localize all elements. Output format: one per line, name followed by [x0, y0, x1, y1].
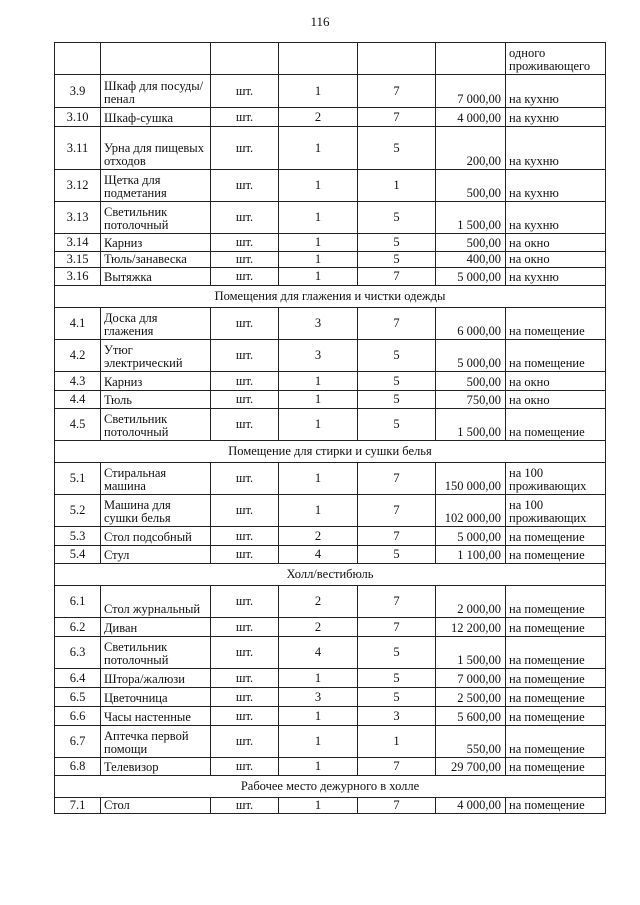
cell-unit: шт. [211, 308, 279, 340]
cell-name: Стол [101, 798, 211, 814]
cell-name: Доска для глажения [101, 308, 211, 340]
cell-name: Стул [101, 546, 211, 564]
cell-unit: шт. [211, 108, 279, 127]
cell-service-life: 7 [358, 308, 436, 340]
table-row [55, 798, 606, 814]
cell-note: одного проживающего [506, 43, 606, 75]
cell-service-life: 5 [358, 669, 436, 688]
cell-price: 29 700,00 [436, 758, 506, 776]
cell-quantity: 1 [279, 758, 358, 776]
cell-quantity: 4 [279, 546, 358, 564]
cell-unit: шт. [211, 798, 279, 814]
cell-name: Светильник потолочный [101, 637, 211, 669]
cell-price: 750,00 [436, 391, 506, 409]
cell-name: Тюль [101, 391, 211, 409]
cell-quantity: 1 [279, 798, 358, 814]
cell-name: Стол журнальный [101, 586, 211, 618]
cell-name: Светильник потолочный [101, 409, 211, 441]
cell-number: 5.3 [55, 527, 101, 546]
cell-unit: шт. [211, 268, 279, 286]
table-row [55, 463, 606, 495]
cell-note: на помещение [506, 726, 606, 758]
cell-service-life: 5 [358, 340, 436, 372]
cell-number: 4.4 [55, 391, 101, 409]
table-row [55, 391, 606, 409]
cell-service-life: 7 [358, 268, 436, 286]
table-row [55, 409, 606, 441]
cell-price: 1 100,00 [436, 546, 506, 564]
cell-price: 200,00 [436, 127, 506, 170]
cell-price: 500,00 [436, 372, 506, 391]
cell-number: 4.3 [55, 372, 101, 391]
cell-unit: шт. [211, 669, 279, 688]
cell-price: 550,00 [436, 726, 506, 758]
cell-name: Стол подсобный [101, 527, 211, 546]
cell-note: на помещение [506, 637, 606, 669]
cell-name: Штора/жалюзи [101, 669, 211, 688]
cell-empty [211, 43, 279, 75]
cell-quantity: 1 [279, 127, 358, 170]
cell-number: 3.15 [55, 252, 101, 268]
cell-price: 7 000,00 [436, 75, 506, 108]
cell-number: 3.11 [55, 127, 101, 170]
cell-quantity: 2 [279, 586, 358, 618]
table-row [55, 202, 606, 234]
cell-note: на помещение [506, 546, 606, 564]
cell-name: Щетка для подметания [101, 170, 211, 202]
cell-quantity: 1 [279, 463, 358, 495]
cell-note: на помещение [506, 340, 606, 372]
cell-service-life: 7 [358, 527, 436, 546]
cell-quantity: 1 [279, 202, 358, 234]
cell-unit: шт. [211, 586, 279, 618]
cell-quantity: 1 [279, 707, 358, 726]
cell-number: 5.4 [55, 546, 101, 564]
cell-quantity: 2 [279, 527, 358, 546]
cell-unit: шт. [211, 758, 279, 776]
cell-unit: шт. [211, 170, 279, 202]
table-row [55, 308, 606, 340]
cell-number: 6.7 [55, 726, 101, 758]
section-title: Холл/вестибюль [55, 564, 606, 586]
section-title: Помещение для стирки и сушки белья [55, 441, 606, 463]
equipment-table [54, 42, 606, 814]
cell-unit: шт. [211, 546, 279, 564]
cell-number: 4.1 [55, 308, 101, 340]
cell-note: на окно [506, 252, 606, 268]
cell-name: Карниз [101, 234, 211, 252]
cell-quantity: 2 [279, 108, 358, 127]
table-row [55, 127, 606, 170]
cell-unit: шт. [211, 726, 279, 758]
cell-name: Шкаф-сушка [101, 108, 211, 127]
cell-number: 7.1 [55, 798, 101, 814]
cell-service-life: 7 [358, 798, 436, 814]
cell-price: 102 000,00 [436, 495, 506, 527]
cell-quantity: 3 [279, 688, 358, 707]
table-row [55, 340, 606, 372]
cell-number: 3.12 [55, 170, 101, 202]
cell-unit: шт. [211, 527, 279, 546]
cell-note: на кухню [506, 127, 606, 170]
cell-quantity: 1 [279, 495, 358, 527]
cell-unit: шт. [211, 688, 279, 707]
cell-unit: шт. [211, 202, 279, 234]
cell-unit: шт. [211, 75, 279, 108]
cell-name: Вытяжка [101, 268, 211, 286]
cell-unit: шт. [211, 637, 279, 669]
cell-number: 3.13 [55, 202, 101, 234]
cell-price: 1 500,00 [436, 202, 506, 234]
cell-quantity: 1 [279, 252, 358, 268]
cell-empty [279, 43, 358, 75]
table-row [55, 758, 606, 776]
cell-price: 150 000,00 [436, 463, 506, 495]
cell-number: 4.2 [55, 340, 101, 372]
cell-note: на помещение [506, 758, 606, 776]
cell-name: Шкаф для посуды/пенал [101, 75, 211, 108]
table-row [55, 252, 606, 268]
cell-service-life: 7 [358, 463, 436, 495]
cell-empty [55, 43, 101, 75]
cell-price: 4 000,00 [436, 798, 506, 814]
cell-price: 1 500,00 [436, 409, 506, 441]
cell-unit: шт. [211, 340, 279, 372]
cell-service-life: 7 [358, 618, 436, 637]
cell-note: на окно [506, 372, 606, 391]
cell-number: 3.10 [55, 108, 101, 127]
cell-service-life: 5 [358, 637, 436, 669]
cell-price: 400,00 [436, 252, 506, 268]
cell-quantity: 1 [279, 234, 358, 252]
table-row [55, 669, 606, 688]
cell-service-life: 7 [358, 586, 436, 618]
cell-name: Тюль/занавеска [101, 252, 211, 268]
table-row [55, 268, 606, 286]
cell-number: 6.8 [55, 758, 101, 776]
cell-service-life: 5 [358, 202, 436, 234]
cell-note: на помещение [506, 409, 606, 441]
cell-unit: шт. [211, 127, 279, 170]
cell-number: 6.2 [55, 618, 101, 637]
table-row [55, 170, 606, 202]
cell-name: Светильник потолочный [101, 202, 211, 234]
cell-note: на помещение [506, 669, 606, 688]
cell-number: 3.9 [55, 75, 101, 108]
cell-service-life: 5 [358, 546, 436, 564]
table-row [55, 707, 606, 726]
cell-note: на помещение [506, 308, 606, 340]
cell-quantity: 1 [279, 268, 358, 286]
cell-unit: шт. [211, 618, 279, 637]
section-header-row [55, 441, 606, 463]
cell-service-life: 5 [358, 391, 436, 409]
cell-price: 12 200,00 [436, 618, 506, 637]
cell-unit: шт. [211, 409, 279, 441]
cell-number: 5.1 [55, 463, 101, 495]
cell-note: на окно [506, 234, 606, 252]
cell-name: Аптечка первой помощи [101, 726, 211, 758]
cell-name: Утюг электрический [101, 340, 211, 372]
cell-price: 5 000,00 [436, 527, 506, 546]
cell-note: на помещение [506, 586, 606, 618]
cell-number: 6.4 [55, 669, 101, 688]
section-header-row [55, 776, 606, 798]
cell-empty [101, 43, 211, 75]
cell-service-life: 5 [358, 234, 436, 252]
cell-note: на помещение [506, 688, 606, 707]
cell-name: Часы настенные [101, 707, 211, 726]
cell-price: 6 000,00 [436, 308, 506, 340]
table-row [55, 618, 606, 637]
cell-service-life: 1 [358, 726, 436, 758]
cell-quantity: 2 [279, 618, 358, 637]
cell-quantity: 3 [279, 340, 358, 372]
table-row [55, 527, 606, 546]
page-number: 116 [310, 14, 330, 29]
cell-price: 500,00 [436, 170, 506, 202]
cell-service-life: 7 [358, 75, 436, 108]
cell-unit: шт. [211, 391, 279, 409]
cell-number: 6.5 [55, 688, 101, 707]
table-row [55, 726, 606, 758]
cell-unit: шт. [211, 495, 279, 527]
cell-service-life: 3 [358, 707, 436, 726]
cell-unit: шт. [211, 463, 279, 495]
cell-price: 2 500,00 [436, 688, 506, 707]
cell-quantity: 1 [279, 669, 358, 688]
table-row [55, 75, 606, 108]
cell-empty [436, 43, 506, 75]
cell-name: Цветочница [101, 688, 211, 707]
table-row [55, 546, 606, 564]
cell-number: 6.3 [55, 637, 101, 669]
cell-quantity: 1 [279, 170, 358, 202]
cell-name: Диван [101, 618, 211, 637]
section-header-row [55, 286, 606, 308]
cell-note: на помещение [506, 798, 606, 814]
cell-service-life: 5 [358, 688, 436, 707]
cell-price: 5 000,00 [436, 340, 506, 372]
cell-note: на помещение [506, 707, 606, 726]
cell-quantity: 1 [279, 75, 358, 108]
cell-number: 4.5 [55, 409, 101, 441]
cell-note: на кухню [506, 268, 606, 286]
cell-unit: шт. [211, 234, 279, 252]
cell-service-life: 5 [358, 252, 436, 268]
cell-service-life: 5 [358, 127, 436, 170]
cell-number: 6.1 [55, 586, 101, 618]
cell-quantity: 3 [279, 308, 358, 340]
cell-note: на помещение [506, 618, 606, 637]
section-header-row [55, 564, 606, 586]
cell-price: 4 000,00 [436, 108, 506, 127]
cell-service-life: 7 [358, 108, 436, 127]
cell-name: Машина для сушки белья [101, 495, 211, 527]
cell-empty [358, 43, 436, 75]
section-title: Рабочее место дежурного в холле [55, 776, 606, 798]
cell-note: на окно [506, 391, 606, 409]
cell-quantity: 1 [279, 409, 358, 441]
table-row [55, 234, 606, 252]
cell-note: на 100 проживающих [506, 463, 606, 495]
table-row [55, 108, 606, 127]
cell-quantity: 1 [279, 372, 358, 391]
cell-unit: шт. [211, 372, 279, 391]
cell-note: на кухню [506, 170, 606, 202]
table-row [55, 495, 606, 527]
cell-service-life: 7 [358, 758, 436, 776]
table-row [55, 637, 606, 669]
cell-service-life: 7 [358, 495, 436, 527]
section-title: Помещения для глажения и чистки одежды [55, 286, 606, 308]
cell-number: 3.16 [55, 268, 101, 286]
table-row [55, 372, 606, 391]
cell-price: 5 000,00 [436, 268, 506, 286]
cell-note: на помещение [506, 527, 606, 546]
cell-quantity: 4 [279, 637, 358, 669]
cell-quantity: 1 [279, 391, 358, 409]
cell-note: на кухню [506, 75, 606, 108]
table-row [55, 688, 606, 707]
cell-price: 7 000,00 [436, 669, 506, 688]
cell-price: 1 500,00 [436, 637, 506, 669]
cell-quantity: 1 [279, 726, 358, 758]
table-row [55, 586, 606, 618]
cell-unit: шт. [211, 707, 279, 726]
cell-note: на кухню [506, 108, 606, 127]
equipment-table-body [55, 43, 606, 814]
cell-number: 3.14 [55, 234, 101, 252]
cell-number: 5.2 [55, 495, 101, 527]
cell-name: Карниз [101, 372, 211, 391]
cell-name: Урна для пищевых отходов [101, 127, 211, 170]
cell-note: на 100 проживающих [506, 495, 606, 527]
cell-service-life: 5 [358, 409, 436, 441]
cell-note: на кухню [506, 202, 606, 234]
cell-name: Телевизор [101, 758, 211, 776]
cell-number: 6.6 [55, 707, 101, 726]
cell-service-life: 1 [358, 170, 436, 202]
cell-price: 500,00 [436, 234, 506, 252]
cell-name: Стиральная машина [101, 463, 211, 495]
cell-service-life: 5 [358, 372, 436, 391]
cell-price: 5 600,00 [436, 707, 506, 726]
cell-price: 2 000,00 [436, 586, 506, 618]
continuation-row [55, 43, 606, 75]
cell-unit: шт. [211, 252, 279, 268]
